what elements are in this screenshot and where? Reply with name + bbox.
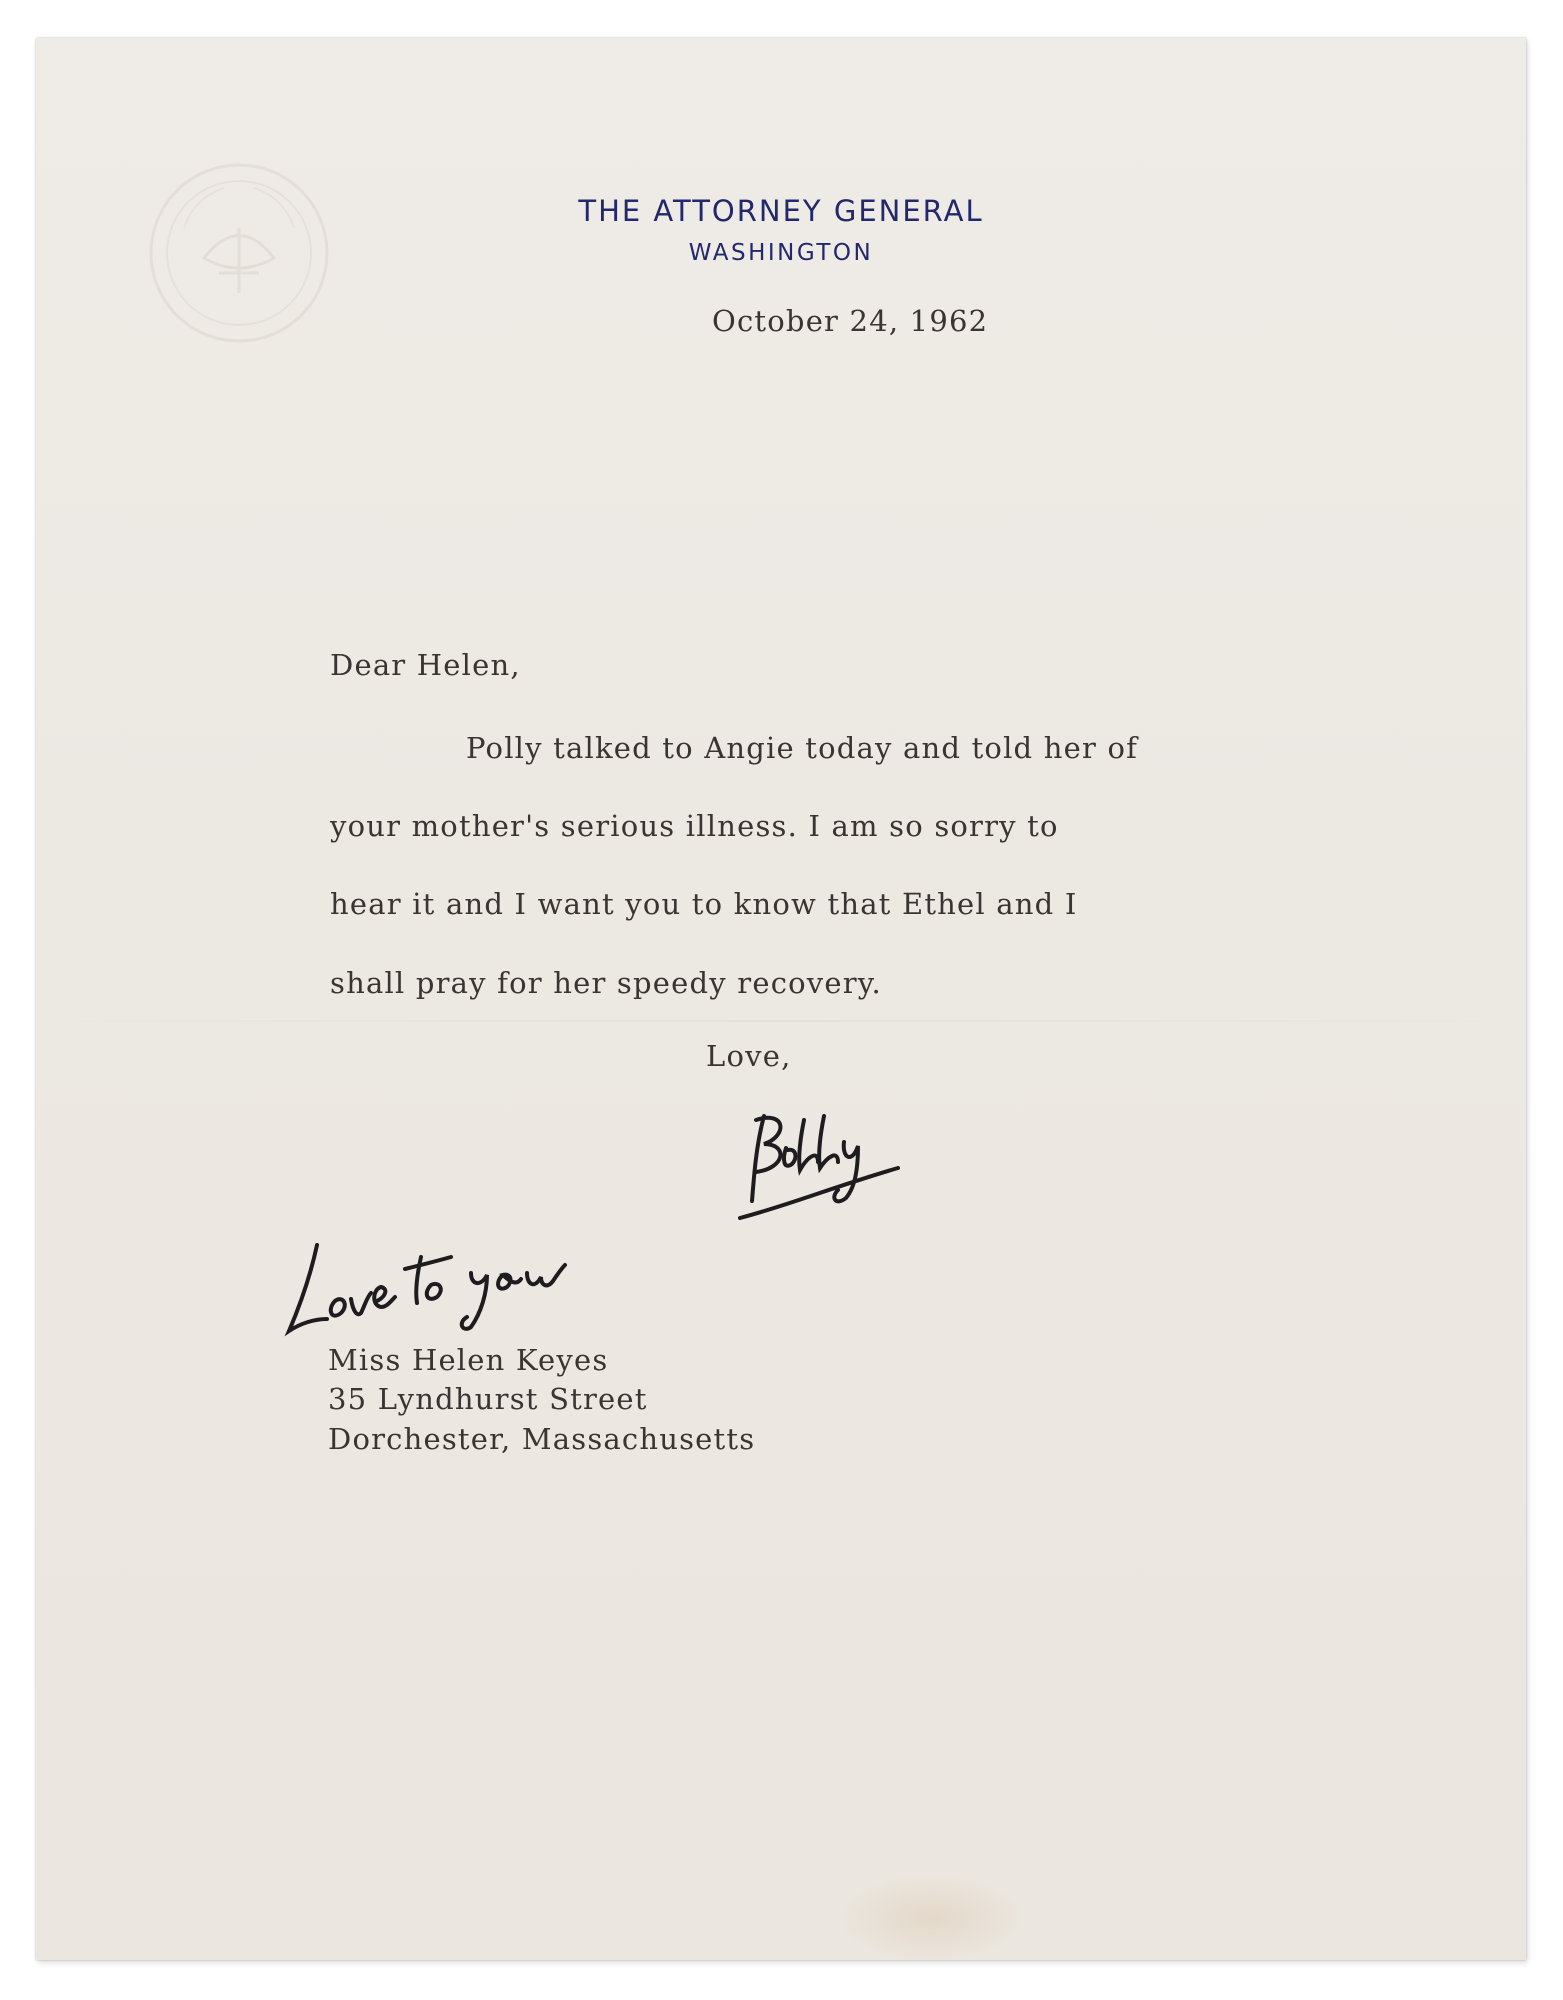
address-city: Dorchester, Massachusetts — [328, 1422, 756, 1456]
address-street: 35 Lyndhurst Street — [328, 1382, 648, 1416]
salutation: Dear Helen, — [330, 648, 521, 682]
closing: Love, — [706, 1039, 792, 1073]
body-line: your mother's serious illness. I am so sorry to — [330, 809, 1059, 843]
letterhead-title: THE ATTORNEY GENERAL — [578, 194, 984, 228]
letterhead-location: WASHINGTON — [688, 240, 874, 266]
address-name: Miss Helen Keyes — [328, 1343, 609, 1377]
fold-crease — [36, 1020, 1526, 1022]
body-line: Polly talked to Angie today and told her of — [466, 731, 1139, 765]
letter-sheet — [36, 38, 1526, 1960]
letter-date: October 24, 1962 — [712, 304, 989, 338]
body-line: hear it and I want you to know that Ethel and I — [330, 887, 1078, 921]
paper-stain — [836, 1873, 1026, 1960]
signature — [726, 1106, 906, 1226]
body-line: shall pray for her speedy recovery. — [330, 966, 882, 1000]
handwritten-note — [281, 1223, 571, 1343]
